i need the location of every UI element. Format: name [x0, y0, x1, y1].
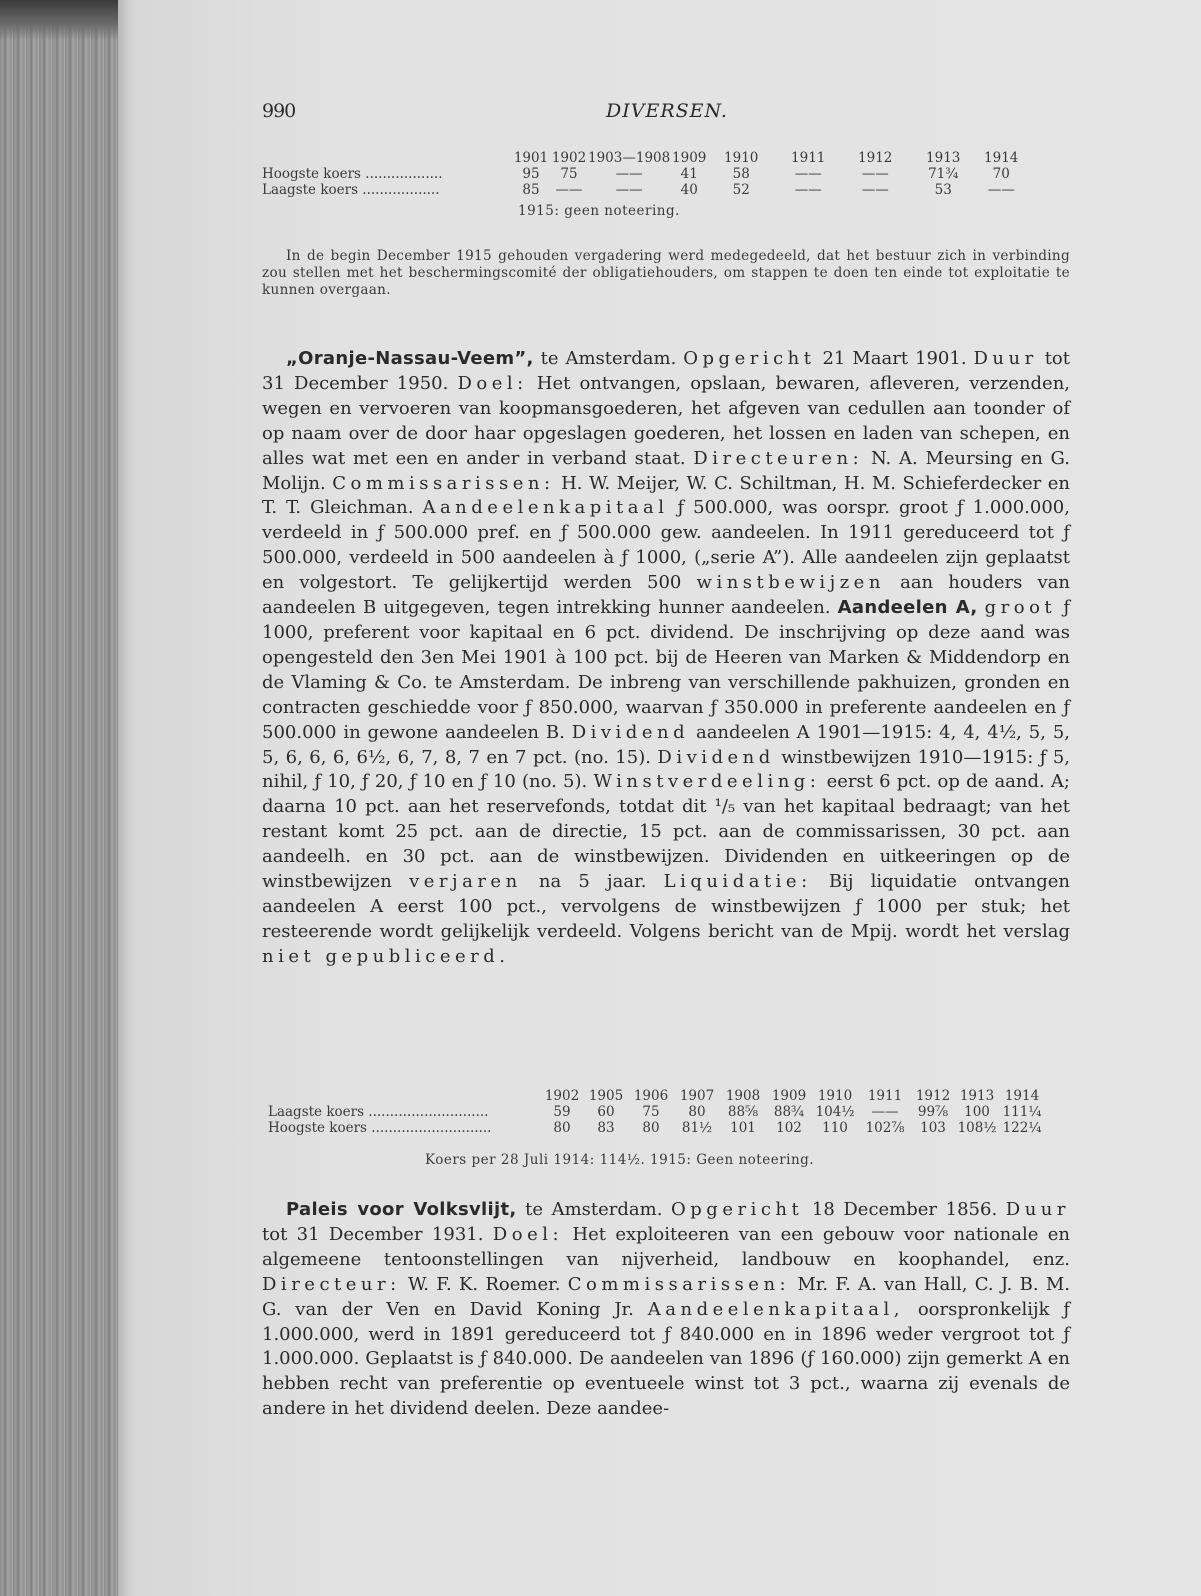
cell-value: 102⅞	[865, 1120, 905, 1136]
text-run: te Amsterdam.	[533, 348, 684, 369]
section-title: DIVERSEN.	[606, 100, 728, 122]
table-note: 1915: geen noteering.	[518, 203, 680, 219]
column-year: 1906	[633, 1088, 669, 1104]
column-year: 1914	[984, 150, 1019, 166]
entry-heading: Paleis voor Volksvlijt,	[286, 1199, 517, 1220]
text-run: Het exploiteeren van een gebouw voor nationale en algemeene tentoonstellingen van nijverheid, landbouw en koophandel, enz.	[262, 1223, 1070, 1270]
keyword-spaced: Opgericht	[683, 348, 816, 369]
column-year: 1912	[915, 1088, 951, 1104]
cell-value: ——	[871, 1104, 899, 1120]
paragraph-text: In de begin December 1915 gehouden vergadering werd medegedeeld, dat het bestuur zich in verbinding zou stellen met het beschermingscomité der obligatiehouders, om stappen te doen ten einde tot exploitatie te kunnen overgaan.	[262, 248, 1070, 298]
book-edge-shadow-top	[0, 0, 128, 40]
keyword-spaced: Commissarissen:	[332, 472, 555, 494]
text-run: W. F. K. Roemer.	[400, 1273, 568, 1295]
cell-value: 111¼	[1002, 1104, 1042, 1120]
column-year: 1912	[858, 150, 893, 166]
cell-value: ——	[794, 166, 822, 182]
text-run: tot 31 December 1950.	[262, 348, 1070, 394]
column-year: 1914	[1004, 1088, 1040, 1104]
keyword-spaced: Opgericht	[671, 1199, 804, 1220]
keyword-spaced: winstbewijzen	[696, 572, 885, 594]
cell-value: 80	[553, 1120, 571, 1136]
cell-value: 70	[992, 166, 1010, 182]
entry-oranje-nassau-veem	[262, 347, 1070, 970]
cell-value: 58	[732, 166, 750, 182]
book-page-stack	[0, 0, 128, 1596]
text-run: Bij liquidatie ontvangen aandeelen A eerst 100 pct., vervolgens de winstbewijzen ƒ 1000 per stuk; het resteerende wordt gelijkelijk verdeeld. Volgens bericht van de Mpij. wordt het verslag	[262, 871, 1070, 942]
column-year: 1901	[513, 150, 549, 166]
keyword-spaced: Doel:	[492, 1223, 564, 1245]
table-row	[262, 182, 1024, 198]
column-year: 1910	[724, 150, 759, 166]
running-head	[262, 100, 1072, 130]
cell-value: 80	[688, 1104, 706, 1120]
book-gutter-shadow	[118, 0, 140, 1596]
column-year: 1913	[926, 150, 961, 166]
keyword-spaced: niet gepubliceerd.	[262, 945, 510, 967]
cell-value: 83	[597, 1120, 615, 1136]
keyword-spaced: Directeuren:	[693, 447, 864, 469]
table-row	[268, 1104, 1044, 1120]
entry-paleis-voor-volksvlijt	[262, 1198, 1070, 1422]
row-label: Laagste koers ............................	[268, 1104, 489, 1120]
cell-value: 75	[560, 166, 578, 182]
cell-value: 99⅞	[917, 1104, 949, 1120]
cell-value: 40	[680, 182, 698, 198]
text-run: ƒ 1000, preferent voor kapitaal en 6 pct. dividend. De inschrijving op deze aand was opengesteld den 3en Mei 1901 à 100 pct. bij de Heeren van Marken & Middendorp en de Vlaming & Co. te Amsterdam. De inbreng van verschillende pakhuizen, gronden en contracten geschiedde voor ƒ 850.000, waarvan ƒ 350.000 in preferente aandeelen en ƒ 500.000 in gewone aandeelen B.	[262, 597, 1070, 743]
cell-value: 110	[822, 1120, 848, 1136]
column-year: 1908	[725, 1088, 761, 1104]
column-year: 1902	[544, 1088, 580, 1104]
column-year: 1911	[791, 150, 826, 166]
text-run: Mr. F. A. van Hall, C. J. B. M. G. van der Ven en David Koning Jr.	[262, 1273, 1070, 1320]
keyword-spaced: Liquidatie:	[663, 871, 812, 893]
text-run: aandeelen A 1901—1915: 4, 4, 4½, 5, 5, 5, 6, 6, 6, 6½, 6, 7, 8, 7 en 7 pct. (no. 15).	[262, 721, 1071, 768]
cell-value: 95	[522, 166, 540, 182]
cell-value: 59	[553, 1104, 571, 1120]
cell-value: ——	[794, 182, 822, 198]
cell-value: ——	[615, 166, 643, 182]
text-run: oorspronkelijk ƒ 1.000.000, werd in 1891 gereduceerd tot ƒ 840.000 en in 1896 weder vergroot tot ƒ 1.000.000. Geplaatst is ƒ 840.000. De aandeelen van 1896 (ƒ 160.000) zijn gemerkt A en hebben recht van preferentie op eventueele winst tot 3 pct., waarna zij evenals de andere in het dividend deelen. Deze aandee-	[262, 1298, 1070, 1420]
price-table-1	[262, 150, 1024, 198]
text-run: na 5 jaar.	[521, 871, 664, 893]
cell-value: 101	[730, 1120, 756, 1136]
cell-value: ——	[861, 166, 889, 182]
cell-value: 88¾	[773, 1104, 805, 1120]
table-header-row	[262, 150, 1024, 166]
column-year: 1911	[867, 1088, 903, 1104]
keyword-spaced: Duur	[1005, 1199, 1070, 1220]
subheading: Aandeelen A,	[837, 597, 978, 619]
cell-value: 60	[597, 1104, 615, 1120]
text-run: winstbewijzen 1910—1915: ƒ 5, nihil, ƒ 10, ƒ 20, ƒ 10 en ƒ 10 (no. 5).	[262, 746, 1071, 793]
table-row	[262, 166, 1024, 182]
keyword-spaced: Aandeelenkapitaal,	[647, 1298, 904, 1320]
cell-value: 81½	[681, 1120, 713, 1136]
text-run: tot 31 December 1931.	[262, 1223, 493, 1245]
keyword-spaced: Commissarissen:	[567, 1273, 791, 1295]
column-year: 1905	[588, 1088, 624, 1104]
keyword-spaced: verjaren	[409, 871, 522, 893]
text-run: eerst 6 pct. op de aand. A; daarna 10 pct. aan het reservefonds, totdat dit ¹/₅ van het kapitaal bedraagt; van het restant komt 25 pct. aan de directie, 15 pct. aan de commissarissen, 30 pct. aan aandeelh. en 30 pct. aan de winstbewijzen. Dividenden en uitkeeringen op de winstbewijzen	[262, 771, 1070, 893]
column-year: 1913	[959, 1088, 995, 1104]
row-label: Laagste koers ..................	[262, 182, 440, 198]
keyword-spaced: Winstverdeeling:	[593, 771, 821, 793]
text-run: ƒ 500.000, was oorspr. groot ƒ 1.000.000, verdeeld in ƒ 500.000 pref. en ƒ 500.000 gew. aandeelen. In 1911 gereduceerd tot ƒ 500.000, verdeeld in 500 aandeelen à ƒ 1000, („serie A”). Alle aandeelen zijn geplaatst en volgestort. Te gelijkertijd werden 500	[262, 497, 1070, 594]
keyword-spaced: Doel:	[457, 372, 528, 394]
text-run: 21 Maart 1901.	[815, 348, 974, 369]
cell-value: 75	[642, 1104, 660, 1120]
cell-value: 102	[776, 1120, 802, 1136]
cell-value: 80	[642, 1120, 660, 1136]
column-year: 1907	[679, 1088, 715, 1104]
keyword-spaced: Duur	[973, 348, 1038, 369]
table-header-row	[268, 1088, 1044, 1104]
text-run: N. A. Meursing en G. Molijn.	[262, 447, 1070, 494]
column-year: 1910	[817, 1088, 853, 1104]
row-label: Hoogste koers ............................	[268, 1120, 492, 1136]
cell-value: 100	[964, 1104, 990, 1120]
cell-value: 122¼	[1002, 1120, 1042, 1136]
cell-value: 104½	[815, 1104, 855, 1120]
cell-value: 85	[522, 182, 540, 198]
cell-value: 88⅝	[727, 1104, 759, 1120]
cell-value: 53	[934, 182, 952, 198]
keyword-spaced: Directeur:	[262, 1273, 401, 1295]
page-number: 990	[262, 100, 296, 122]
cell-value: ——	[615, 182, 643, 198]
paragraph-meeting-note	[262, 248, 1070, 299]
keyword-spaced: Dividend	[657, 746, 775, 768]
text-run: aan houders van aandeelen B uitgegeven, tegen intrekking hunner aandeelen.	[262, 572, 1070, 619]
keyword-spaced: Dividend	[571, 721, 690, 743]
cell-value: 103	[920, 1120, 946, 1136]
cell-value: 41	[680, 166, 698, 182]
text-run: Het ontvangen, opslaan, bewaren, afleveren, verzenden, wegen en vervoeren van koopmansgoederen, het afgeven van cedullen aan toonder of op naam over de door haar opgeslagen goederen, het lossen en laden van schepen, en alles wat met een en ander in verband staat.	[262, 372, 1071, 469]
keyword-spaced: Aandeelenkapitaal	[422, 497, 669, 519]
row-label: Hoogste koers ..................	[262, 166, 443, 182]
cell-value: ——	[987, 182, 1015, 198]
cell-value: 71¾	[928, 166, 959, 182]
text-run: te Amsterdam.	[516, 1199, 672, 1220]
cell-value: 108½	[957, 1120, 997, 1136]
cell-value: ——	[861, 182, 889, 198]
column-year: 1909	[771, 1088, 807, 1104]
cell-value: ——	[555, 182, 583, 198]
table-row	[268, 1120, 1044, 1136]
keyword-spaced: groot	[984, 597, 1057, 619]
cell-value: 52	[732, 182, 750, 198]
price-table-2	[268, 1088, 1044, 1136]
column-year: 1902	[551, 150, 587, 166]
table-note: Koers per 28 Juli 1914: 114½. 1915: Geen noteering.	[425, 1152, 815, 1168]
text-run: 18 December 1856.	[803, 1199, 1006, 1220]
text-run: H. W. Meijer, W. C. Schiltman, H. M. Schieferdecker en T. T. Gleichman.	[262, 472, 1071, 519]
column-year: 1903—1908	[588, 150, 671, 166]
entry-heading: „Oranje-Nassau-Veem”,	[286, 348, 534, 369]
column-year: 1909	[672, 150, 707, 166]
